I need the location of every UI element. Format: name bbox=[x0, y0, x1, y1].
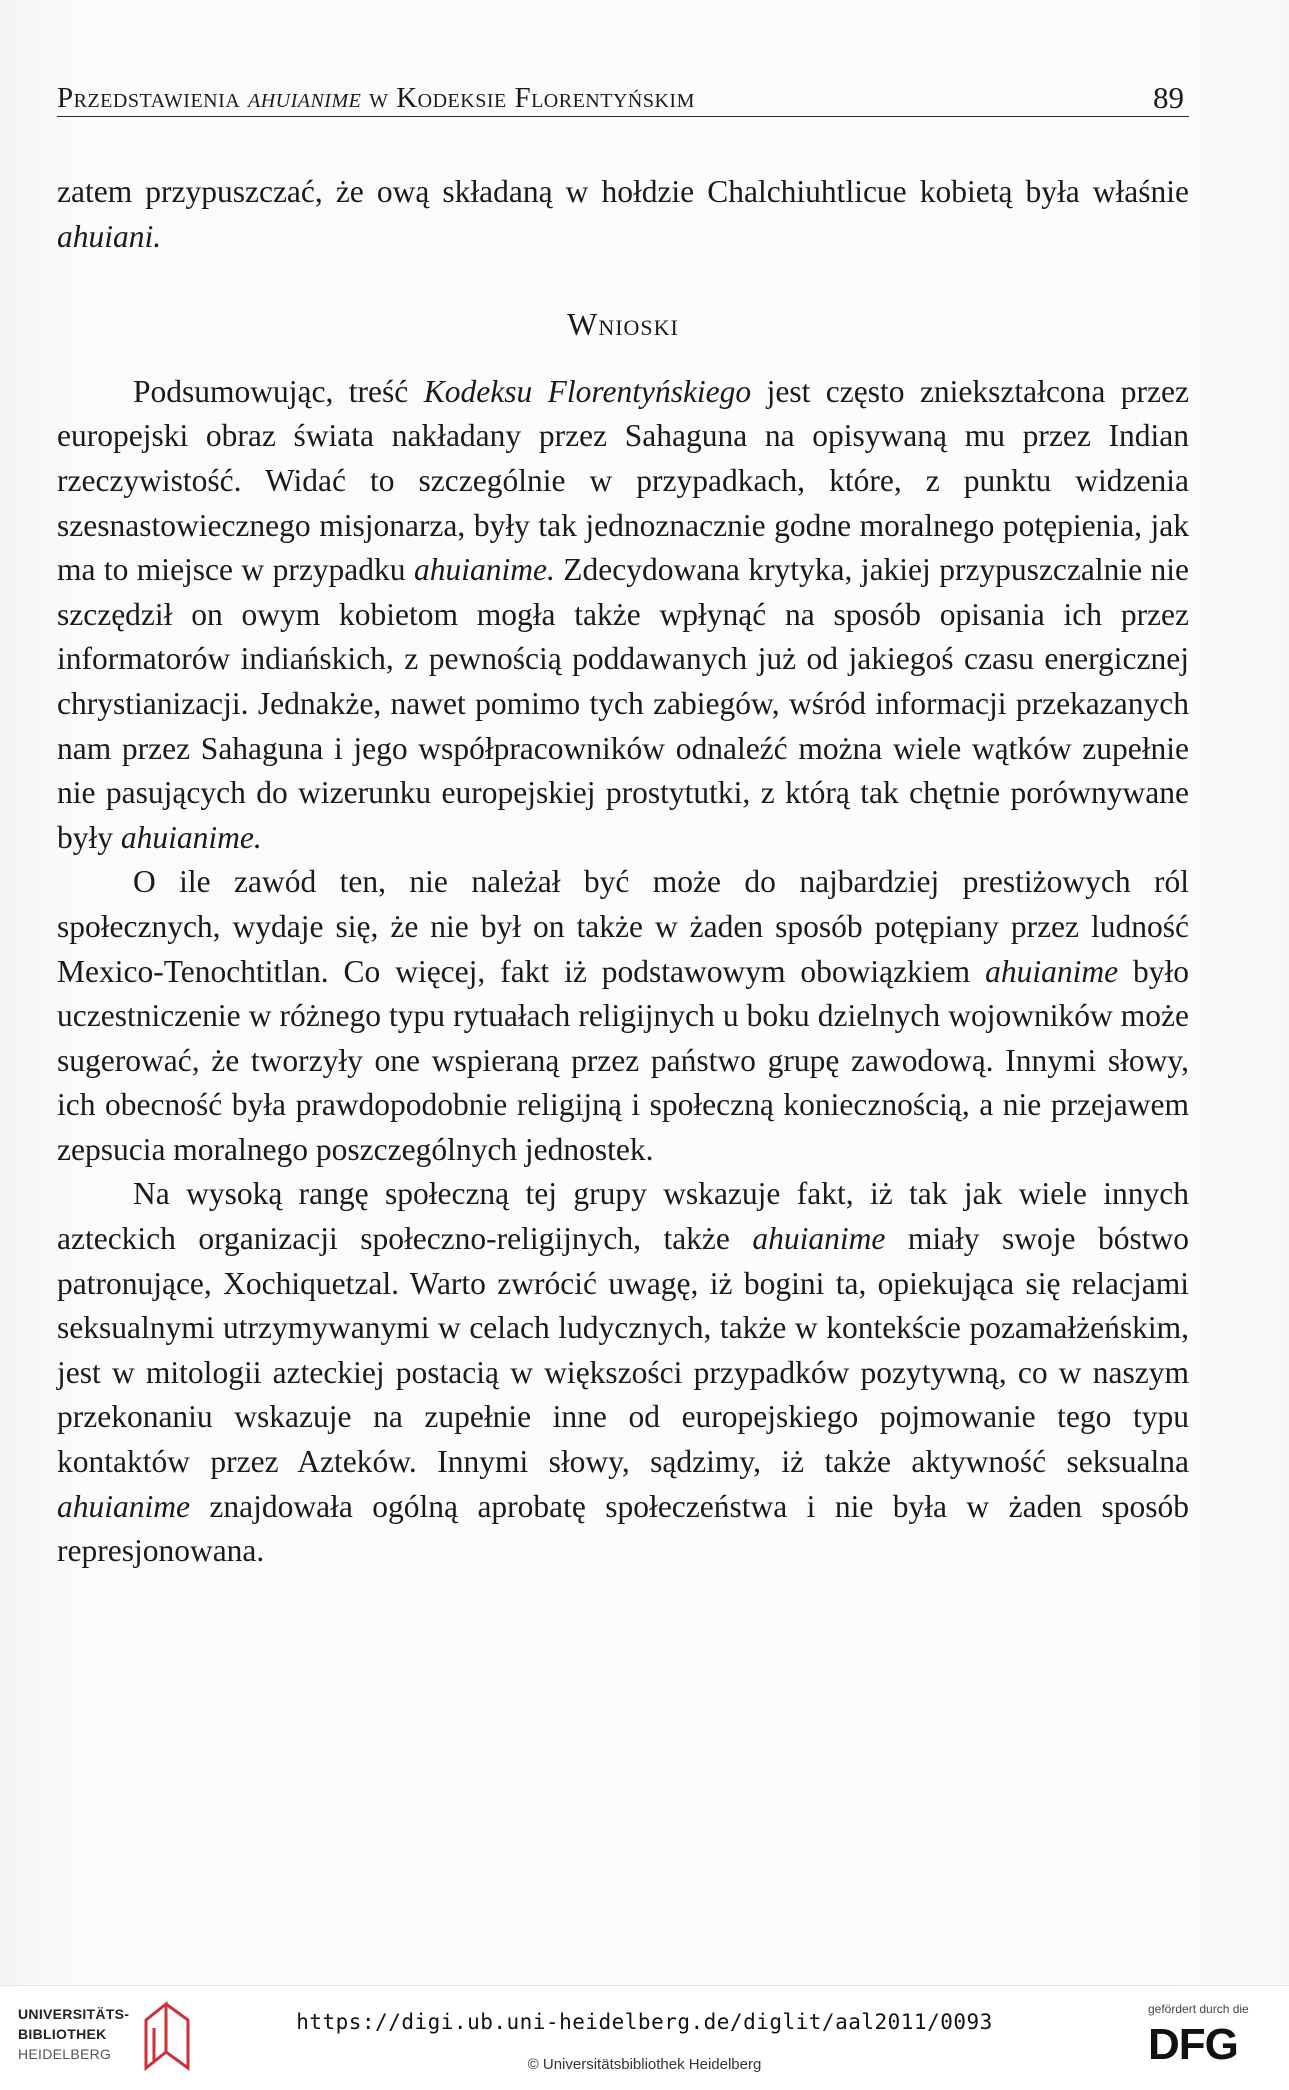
dfg-logo[interactable] bbox=[1148, 1998, 1273, 2078]
italic-term: ahuianime bbox=[985, 953, 1119, 989]
library-name-line3: HEIDELBERG bbox=[18, 2046, 112, 2062]
italic-term: ahuianime. bbox=[120, 819, 262, 855]
text-run: Podsumowując, treść bbox=[133, 373, 424, 409]
text-run: znajdowała ogólną aprobatę społeczeństwa i nie była w żaden sposób represjonowana. bbox=[57, 1488, 1189, 1569]
paragraph bbox=[57, 370, 1189, 861]
text-run: było uczestniczenie w różnego typu rytuałach religijnych u boku dzielnych wojowników może sugerować, że tworzyły one wspieraną przez państwo grupę zawodową. Innymi słowy, ich obecność była prawdopodobnie religijną i społeczną koniecznością, a nie przejawem zepsucia moralnego poszczególnych jednostek. bbox=[57, 953, 1189, 1167]
library-name-line1: UNIVERSITÄTS- bbox=[18, 2006, 130, 2022]
italic-term: ahuiani. bbox=[57, 218, 162, 254]
section-heading: Wnioski bbox=[567, 306, 679, 343]
viewer-footer bbox=[0, 1985, 1289, 2090]
running-title-text: Przedstawienia bbox=[57, 82, 248, 114]
running-title-text-2: w Kodeksie Florentyńskim bbox=[361, 82, 695, 114]
library-name-line2: BIBLIOTHEK bbox=[18, 2026, 107, 2042]
running-header bbox=[57, 78, 1189, 117]
body-text bbox=[57, 170, 1189, 1574]
running-title bbox=[57, 82, 695, 115]
permalink-url[interactable]: https://digi.ub.uni-heidelberg.de/diglit/aal2011/0093 bbox=[296, 2010, 993, 2034]
italic-term: Kodeksu Florentyńskiego bbox=[423, 373, 752, 409]
running-title-italic: ahuianime bbox=[247, 82, 362, 114]
text-run: O ile zawód ten, nie należał być może do najbardziej prestiżowych ról społecznych, wydaje się, że nie był on także w żaden sposób potępiany przez ludność Mexico-Tenochtitlan. Co więcej, fakt iż podstawowym obowiązkiem bbox=[57, 864, 1189, 989]
dfg-mark: DFG bbox=[1148, 2020, 1238, 2069]
copyright-notice: © Universitätsbibliothek Heidelberg bbox=[527, 2056, 762, 2073]
paragraph bbox=[57, 1172, 1189, 1573]
italic-term: ahuianime bbox=[752, 1221, 886, 1257]
text-run: jest często zniekształcona przez europejski obraz świata nakładany przez Sahaguna na opisywaną mu przez Indian rzeczywistość. Widać to szczególnie w przypadkach, które, z punktu widzenia szesnastowiecznego misjonarza, były tak jednoznacznie godne moralnego potępienia, jak ma to miejsce w przypadku bbox=[57, 373, 1189, 588]
page-number: 89 bbox=[1153, 80, 1184, 115]
text-run: zatem przypuszczać, że ową składaną w hołdzie Chalchiuhtlicue kobietą była właśnie bbox=[57, 174, 1189, 209]
text-run: Zdecydowana krytyka, jakiej przypuszczalnie nie szczędził on owym kobietom mogła także wpłynąć na sposób opisania ich przez informatorów indiańskich, z pewnością poddawanych już od jakiegoś czasu energicznej chrystianizacji. Jednakże, nawet pomimo tych zabiegów, wśród informacji przekazanych nam przez Sahaguna i jego współpracowników odnaleźć można wiele wątków zupełnie nie pasujących do wizerunku europejskiej prostytutki, z którą tak chętnie porównywane były bbox=[57, 552, 1189, 855]
italic-term: ahuianime bbox=[57, 1488, 190, 1524]
italic-term: ahuianime. bbox=[413, 552, 555, 588]
paragraph bbox=[57, 860, 1189, 1172]
text-run: Na wysoką rangę społeczną tej grupy wskazuje fakt, iż tak jak wiele innych azteckich organizacji społeczno-religijnych, także bbox=[57, 1176, 1189, 1257]
text-run: miały swoje bóstwo patronujące, Xochiquetzal. Warto zwrócić uwagę, iż bogini ta, opiekująca się relacjami seksualnymi utrzymywanymi w celach ludycznych, także w kontekście pozamałżeńskim, jest w mitologii azteckiej postacią w większości przypadków pozytywną, co w naszym przekonaniu wskazuje na zupełnie inne od europejskiego pojmowanie tego typu kontaktów przez Azteków. Innymi słowy, sądzimy, iż także aktywność seksualna bbox=[57, 1221, 1189, 1480]
dfg-funding-text: gefördert durch die bbox=[1148, 2002, 1249, 2016]
paragraph bbox=[57, 170, 1189, 259]
